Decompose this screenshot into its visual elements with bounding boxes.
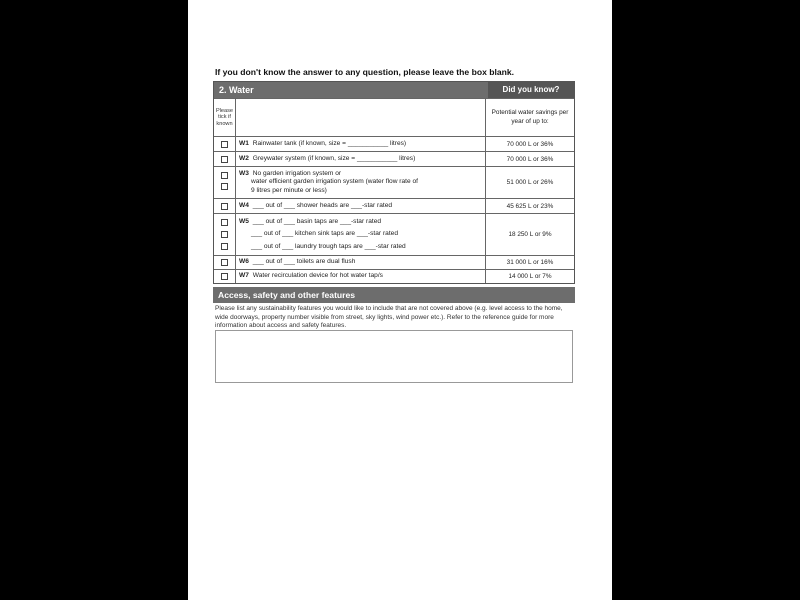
- instruction-text: If you don't know the answer to any question, please leave the box blank.: [215, 67, 515, 77]
- checkbox-w1[interactable]: [221, 141, 228, 148]
- column-header-row: [214, 98, 574, 136]
- water-item-w4: [214, 198, 574, 213]
- access-features-input[interactable]: [215, 330, 573, 383]
- checkbox-w6[interactable]: [221, 259, 228, 266]
- item-savings: 45 625 L or 23%: [506, 202, 554, 210]
- item-savings: 14 000 L or 7%: [508, 273, 552, 280]
- item-text: ___ out of ___ shower heads are ___-star rated: [252, 201, 393, 209]
- water-item-w3: [214, 166, 574, 198]
- item-text: ___ out of ___ laundry trough taps are ___-star rated: [251, 242, 406, 250]
- item-text: No garden irrigation system or: [252, 169, 342, 177]
- water-item-w6: [214, 255, 574, 269]
- access-section-title: Access, safety and other features: [213, 287, 575, 303]
- item-savings: 51 000 L or 26%: [506, 179, 554, 186]
- item-text: Rainwater tank (if known, size = ___________ litres): [252, 139, 407, 147]
- please-tick-label: Please tick if known: [215, 107, 234, 127]
- item-text: Greywater system (if known, size = ___________ litres): [252, 154, 416, 162]
- item-code: W4: [239, 201, 249, 209]
- item-text: ___ out of ___ toilets are dual flush: [252, 258, 356, 266]
- item-code: W3: [239, 169, 249, 177]
- item-code: W2: [239, 154, 249, 162]
- checkbox-w5-kitchen[interactable]: [221, 231, 228, 238]
- water-section-header: [214, 82, 574, 98]
- item-savings: 70 000 L or 36%: [506, 140, 554, 148]
- form-page: [188, 0, 612, 600]
- item-code: W6: [239, 258, 249, 266]
- item-savings: 31 000 L or 16%: [506, 259, 554, 266]
- checkbox-w4[interactable]: [221, 203, 228, 210]
- item-text: Water recirculation device for hot water tap/s: [252, 272, 383, 280]
- did-you-know-header: Did you know?: [488, 82, 574, 98]
- access-instructions: Please list any sustainability features you would like to include that are not covered above (e.g. level access to the home, wide doorways, property number visible from street, sky lights, wind power etc.). Refer to the reference guide for more information about access and safety features.: [215, 305, 563, 330]
- checkbox-w5-basin[interactable]: [221, 219, 228, 226]
- water-item-w2: [214, 151, 574, 166]
- checkbox-w7[interactable]: [221, 273, 228, 280]
- water-item-w1: [214, 136, 574, 151]
- checkbox-w5-laundry[interactable]: [221, 243, 228, 250]
- item-code: W7: [239, 272, 249, 280]
- item-code: W5: [239, 217, 249, 225]
- item-code: W1: [239, 139, 249, 147]
- item-text: ___ out of ___ basin taps are ___-star rated: [252, 217, 382, 225]
- checkbox-w3-none[interactable]: [221, 172, 228, 179]
- checkbox-w3-efficient[interactable]: [221, 183, 228, 190]
- water-item-w5: [214, 213, 574, 255]
- checkbox-w2[interactable]: [221, 156, 228, 163]
- savings-column-header: Potential water savings per year of up to:: [491, 109, 569, 125]
- water-section-title: 2. Water: [219, 85, 254, 95]
- item-savings: 18 250 L or 9%: [508, 231, 552, 238]
- item-text: ___ out of ___ kitchen sink taps are ___-star rated: [251, 230, 398, 238]
- water-section: [213, 81, 575, 284]
- water-item-w7: [214, 269, 574, 283]
- item-text: 9 litres per minute or less): [251, 186, 327, 194]
- item-text: water efficient garden irrigation system (water flow rate of: [251, 178, 418, 186]
- item-savings: 70 000 L or 36%: [506, 155, 554, 163]
